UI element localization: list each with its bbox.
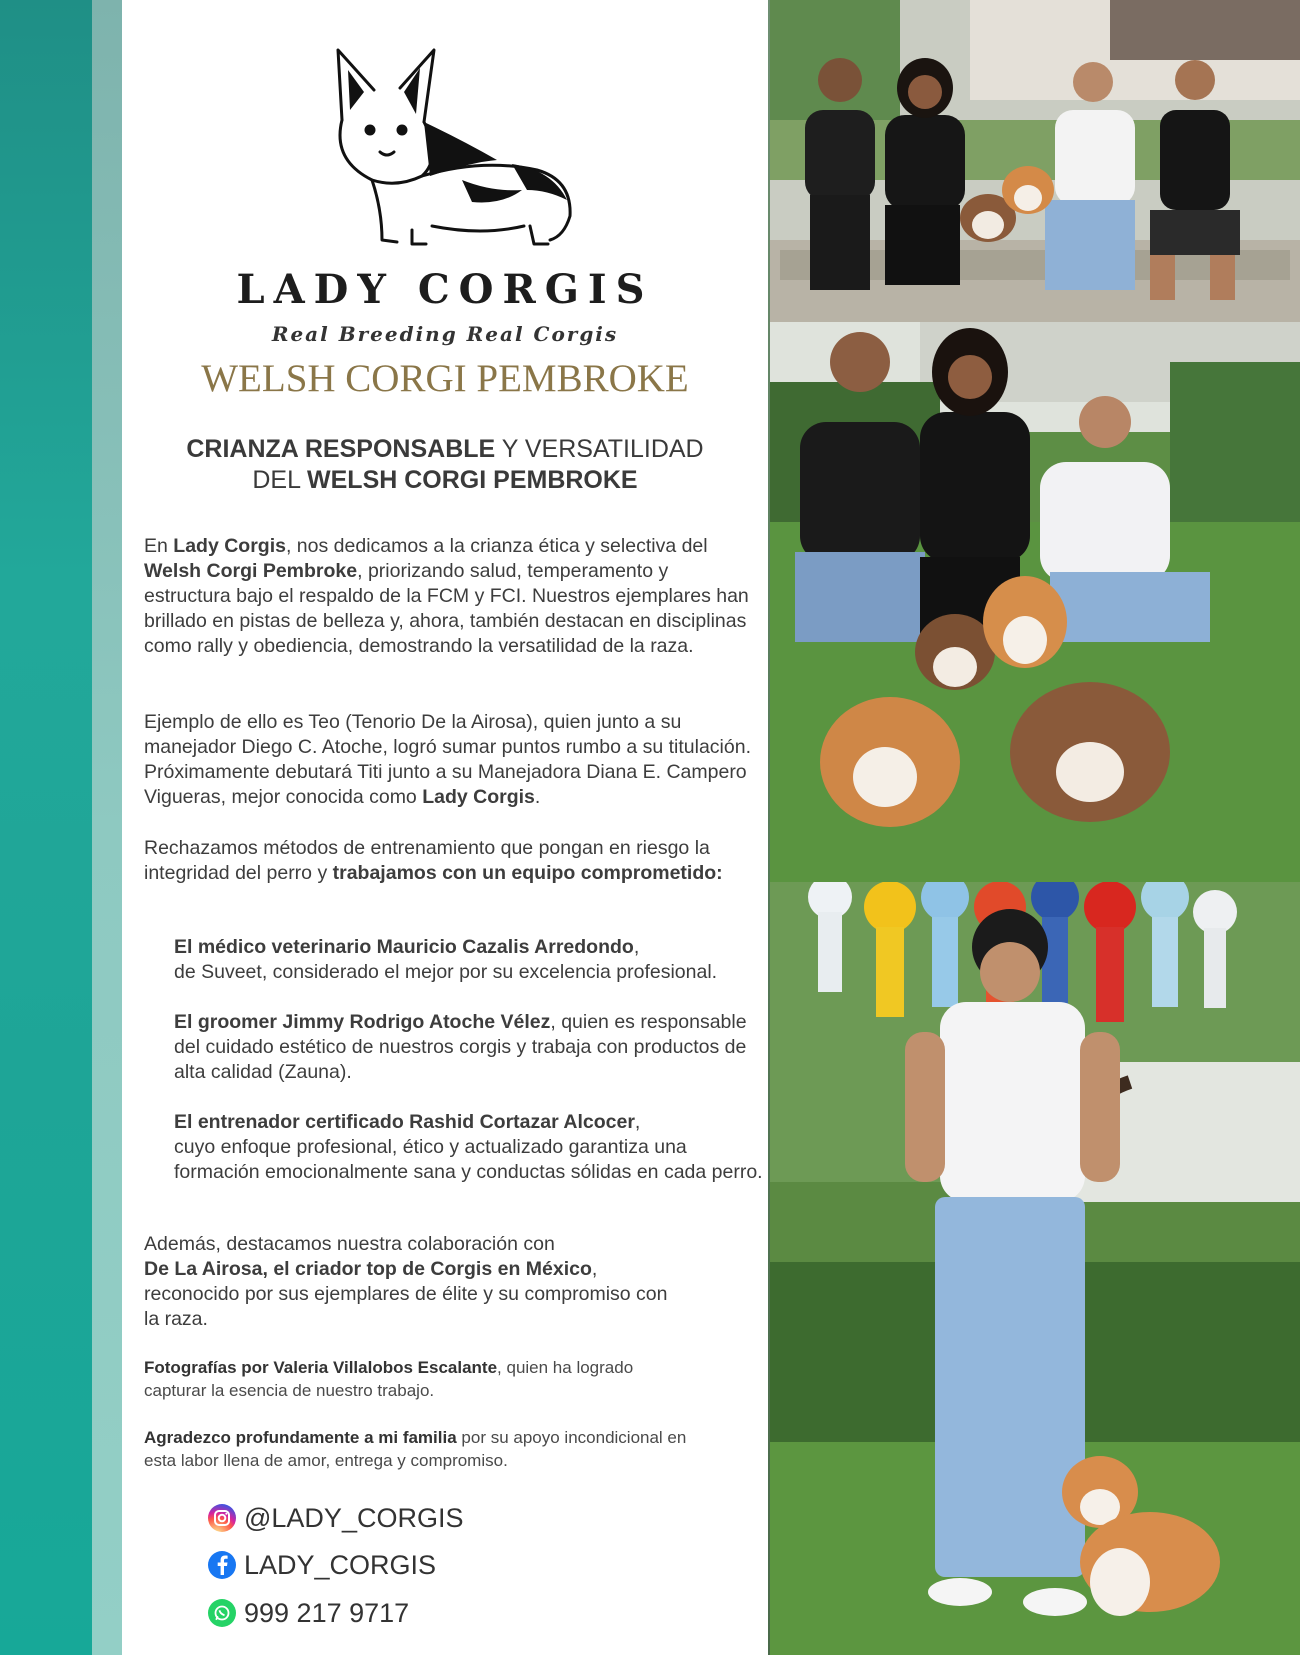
heading-line1-rest: Y VERSATILIDAD (495, 435, 704, 463)
p3-b: trabajamos con un equipo comprometido: (332, 862, 723, 884)
brand-name: LADY CORGIS (236, 266, 654, 313)
whatsapp-icon (208, 1599, 236, 1627)
corgi-logo-icon (312, 30, 582, 260)
team-1-bold: El groomer Jimmy Rodrigo Atoche Vélez (174, 1011, 551, 1033)
p1-e: , priorizando salud, temperamento y estructura bajo el respaldo de la FCM y FCI. Nuestros ejemplares han brillado en pistas de belleza y, ahora, también destacan en disciplinas como rally y obediencia, demostrando la versatilidad de la raza. (144, 560, 749, 657)
thanks-bold: Agradezco profundamente a mi familia (144, 1428, 457, 1447)
paragraph-teo (144, 710, 754, 810)
instagram-handle: @LADY_CORGIS (244, 1502, 464, 1533)
breed-title: WELSH CORGI PEMBROKE (201, 357, 689, 400)
p2-a: Ejemplo de ello es Teo (Tenorio De la Airosa), quien junto a su manejador Diego C. Atoche, logró sumar puntos rumbo a su titulación. Próximamente debutará Titi junto a su Manejadora Diana E. Campero Vigueras, mejor conocida como (144, 711, 751, 808)
team-1-rest: , quien es responsable del cuidado estético de nuestros corgis y trabaja con productos de alta calidad (Zauna). (174, 1011, 747, 1083)
heading-line2-pre: DEL (252, 466, 308, 494)
paragraph-methods (144, 836, 754, 886)
facebook-handle: LADY_CORGIS (244, 1549, 437, 1580)
credits-photo-bold: Fotografías por Valeria Villalobos Escalante (144, 1358, 498, 1377)
whatsapp-number: 999 217 9717 (244, 1597, 410, 1628)
p3-a: Rechazamos métodos de entrenamiento que pongan en riesgo la integridad del perro y (144, 837, 710, 884)
instagram-icon (208, 1504, 236, 1532)
team-member-groomer (174, 1010, 764, 1085)
thanks-note (144, 1426, 704, 1472)
thanks-rest: por su apoyo incondicional en esta labor llena de amor, entrega y compromiso. (144, 1428, 687, 1470)
team-2-bold: El entrenador certificado Rashid Cortazar Alcocer (174, 1111, 635, 1133)
p4-c: , reconocido por sus ejemplares de élite y su compromiso con la raza. (144, 1258, 668, 1330)
group-photo-park (770, 322, 1300, 882)
heading-line2-bold: WELSH CORGI PEMBROKE (307, 466, 638, 494)
left-teal-band (0, 0, 92, 1655)
p4-b: De La Airosa, el criador top de Corgis en México (144, 1258, 592, 1280)
p1-a: En (144, 535, 174, 557)
text-column (122, 0, 768, 1655)
team-member-vet (174, 935, 764, 985)
paragraph-intro (144, 534, 754, 659)
brand-tagline: Real Breeding Real Corgis (271, 322, 619, 346)
team-2-line2: cuyo enfoque profesional, ético y actualizado garantiza una formación emocionalmente sana y conductas sólidas en cada perro. (174, 1136, 763, 1183)
instagram-link[interactable] (208, 1500, 463, 1536)
team-member-trainer (174, 1110, 764, 1185)
p4-a: Además, destacamos nuestra colaboración con (144, 1233, 555, 1255)
p1-c: , nos dedicamos a la crianza ética y selectiva del (285, 535, 708, 557)
team-2-rest: , (634, 1111, 641, 1133)
left-light-stripe (92, 0, 122, 1655)
p1-d: Welsh Corgi Pembroke (144, 560, 358, 582)
paragraph-collaboration (144, 1232, 684, 1332)
team-0-line2: de Suveet, considerado el mejor por su excelencia profesional. (174, 961, 718, 983)
team-0-bold: El médico veterinario Mauricio Cazalis Arredondo (174, 936, 634, 958)
heading-line1-bold: CRIANZA RESPONSABLE (186, 435, 496, 463)
section-heading (122, 434, 768, 496)
whatsapp-link[interactable] (208, 1595, 409, 1631)
team-0-rest: , (633, 936, 640, 958)
credits-photo-rest: , quien ha logrado capturar la esencia de nuestro trabajo. (144, 1358, 634, 1400)
facebook-icon (208, 1551, 236, 1579)
p2-c: . (534, 786, 541, 808)
photo-credits (144, 1356, 674, 1402)
p2-b: Lady Corgis (422, 786, 535, 808)
facebook-link[interactable] (208, 1547, 436, 1583)
group-photo-bench (770, 0, 1300, 322)
handler-photo-ribbons (770, 882, 1300, 1655)
p1-b: Lady Corgis (173, 535, 286, 557)
